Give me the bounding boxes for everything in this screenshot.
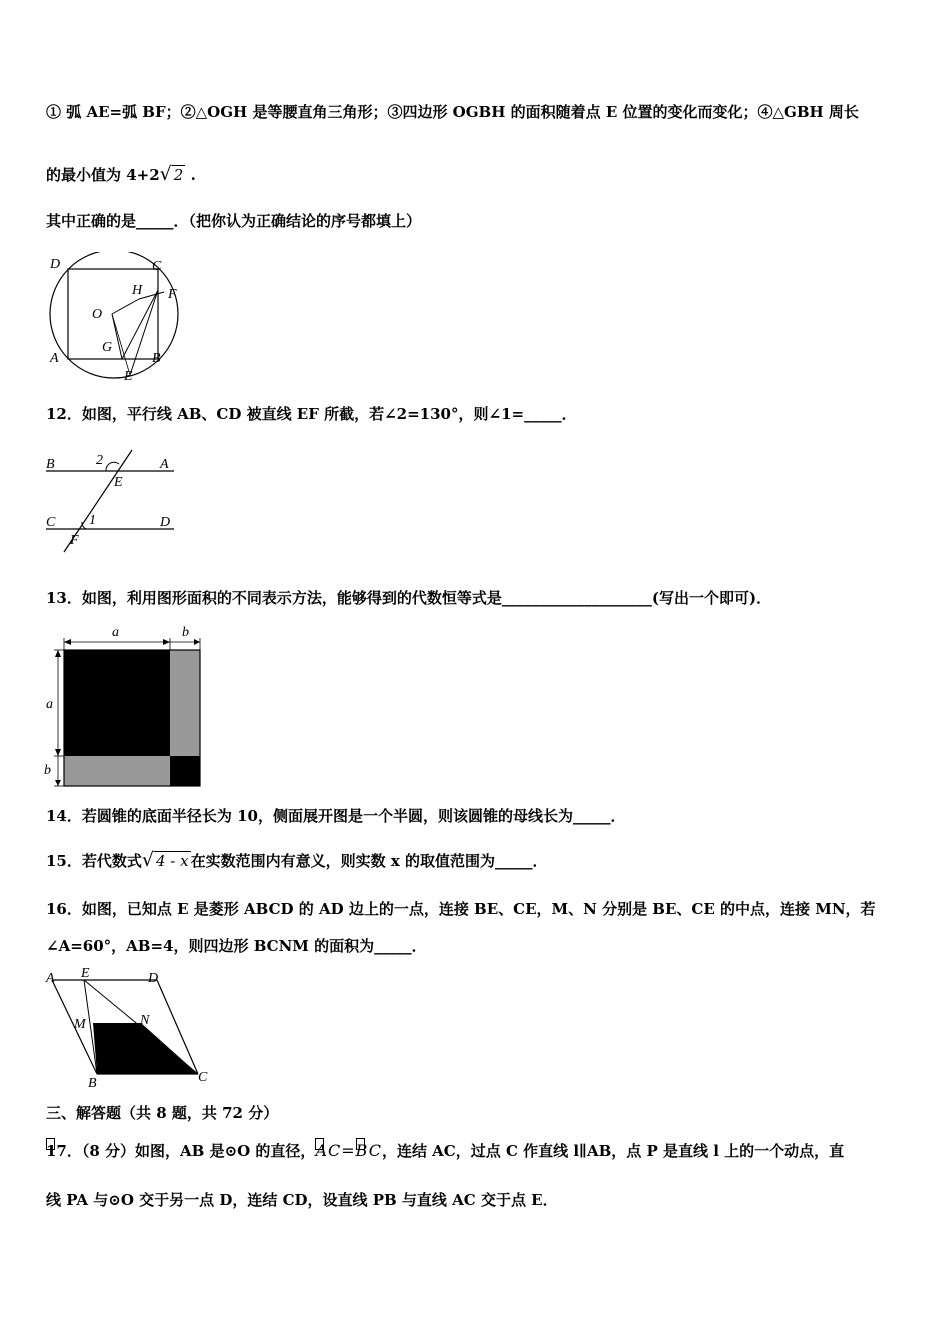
q12-figure xyxy=(44,444,176,554)
q13-label-a-top: a xyxy=(112,625,119,640)
q13-label-b-left: b xyxy=(44,763,51,778)
q16-label-E: E xyxy=(81,966,90,981)
q12-label-B: B xyxy=(46,457,55,472)
q17-equals: = xyxy=(341,1141,356,1160)
q11-label-F: F xyxy=(168,287,177,302)
q11-figure xyxy=(44,252,189,387)
q16-label-B: B xyxy=(88,1076,97,1090)
q16-line2: ∠A=60°，AB=4，则四边形 BCNM 的面积为_____． xyxy=(46,937,427,955)
q11-label-A: A xyxy=(50,351,59,366)
q16-label-M: M xyxy=(74,1017,86,1032)
q17-prefix: 17．（8 分）如图，AB 是⊙O 的直径， xyxy=(46,1142,316,1160)
section3-heading: 三、解答题（共 8 题，共 72 分） xyxy=(46,1104,279,1122)
q11-label-C: C xyxy=(152,259,162,274)
q11-conclusions: ① 弧 AE=弧 BF；②△OGH 是等腰直角三角形；③四边形 OGBH 的面积随着点 E 位置的变化而变化；④△GBH 周长 xyxy=(46,103,859,121)
q13-figure xyxy=(44,622,206,790)
q12-label-F: F xyxy=(70,533,79,548)
q11-label-O: O xyxy=(92,307,103,322)
q16-label-D: D xyxy=(148,971,159,986)
q11-label-G: G xyxy=(102,340,113,355)
q11-min-prefix: 的最小值为 4+2 xyxy=(46,166,160,184)
q16-label-C: C xyxy=(198,1070,208,1085)
q11-question: 其中正确的是_____．（把你认为正确结论的序号都填上） xyxy=(46,212,422,230)
q11-label-H: H xyxy=(132,283,143,298)
q15-line xyxy=(46,850,547,871)
q16-label-A: A xyxy=(46,971,55,986)
q13-label-a-left: a xyxy=(46,697,53,712)
q15-prefix: 15．若代数式 xyxy=(46,852,142,870)
q17-suffix: ，连结 AC，过点 C 作直线 l∥AB，点 P 是直线 l 上的一个动点，直 xyxy=(381,1142,845,1160)
q12-label-C: C xyxy=(46,515,56,530)
q15-sqrt: √ 4 - x xyxy=(141,849,189,871)
q11-label-B: B xyxy=(152,351,161,366)
q12-label-2: 2 xyxy=(96,453,103,468)
q16-figure xyxy=(44,966,216,1090)
q16-line1: 16．如图，已知点 E 是菱形 ABCD 的 AD 边上的一点，连接 BE、CE，M、N 分别是 BE、CE 的中点，连接 MN，若 xyxy=(46,900,876,918)
q12-label-D: D xyxy=(160,515,171,530)
q12-label-E: E xyxy=(114,475,123,490)
q17-line1 xyxy=(46,1141,844,1161)
q15-suffix: 在实数范围内有意义，则实数 x 的取值范围为_____． xyxy=(190,852,548,870)
q12-label-1: 1 xyxy=(89,513,96,528)
q12-text: 12．如图，平行线 AB、CD 被直线 EF 所截，若∠2=130°，则∠1=_____． xyxy=(46,405,577,423)
q16-label-N: N xyxy=(140,1013,150,1028)
q17-line2: 线 PA 与⊙O 交于另一点 D，连结 CD，设直线 PB 与直线 AC 交于点 E． xyxy=(46,1191,558,1209)
q13-text: 13．如图，利用图形面积的不同表示方法，能够得到的代数恒等式是____________________(写出一个即可)． xyxy=(46,589,772,607)
q14-text: 14．若圆锥的底面半径长为 10，侧面展开图是一个半圆，则该圆锥的母线长为_____． xyxy=(46,807,626,825)
q11-min-suffix: . xyxy=(190,166,196,184)
q17-arc-equation xyxy=(315,1141,382,1160)
q17-arc-bc: BC xyxy=(355,1141,382,1160)
q11-sqrt: √ 2 xyxy=(159,163,184,185)
q17-arc-ac: AC xyxy=(315,1141,342,1160)
q11-label-D: D xyxy=(50,257,61,272)
q11-label-E: E xyxy=(124,369,133,384)
q13-label-b-top: b xyxy=(182,625,189,640)
q12-label-A: A xyxy=(160,457,169,472)
q11-min-line xyxy=(46,164,196,185)
